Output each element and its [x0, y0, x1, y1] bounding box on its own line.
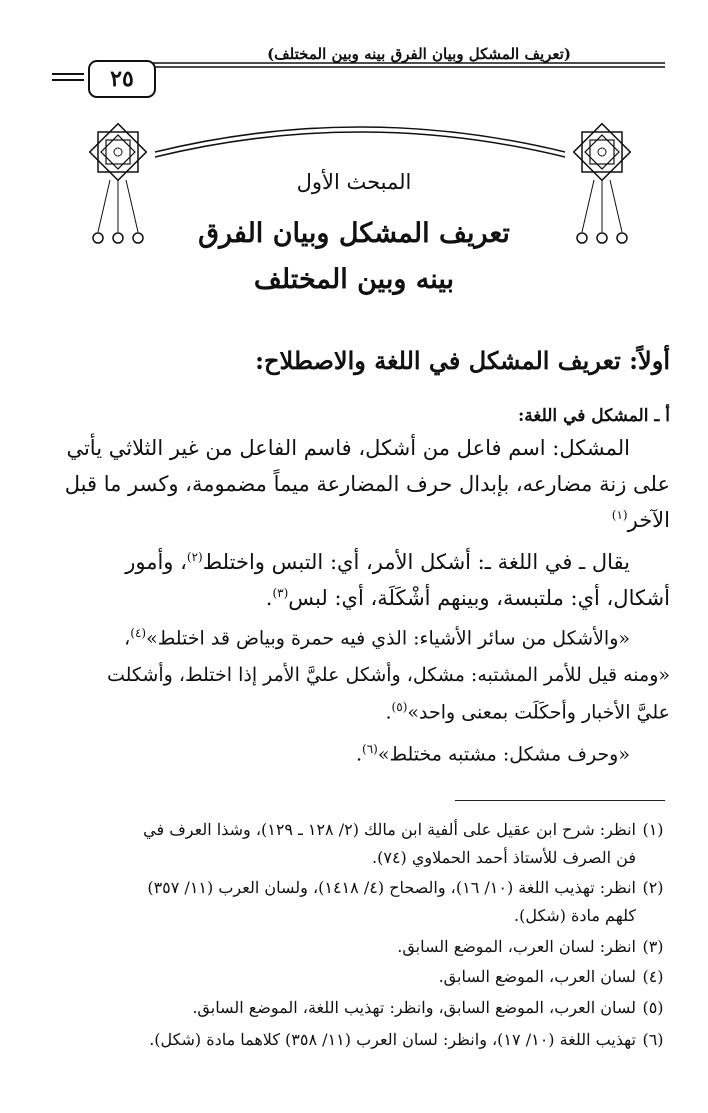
footnote-ref[interactable]: (١) [611, 508, 628, 522]
footnote-number: (٣) [642, 937, 664, 956]
footnote: (٢)انظر: تهذيب اللغة (١٠/ ١٦)، والصحاح (٤/ ١٤١٨)، ولسان العرب (١١/ ٣٥٧) [40, 878, 670, 897]
footnote-ref[interactable]: (٣) [272, 586, 289, 600]
paragraph-line: الآخر$^{(١)}$ [611, 508, 670, 532]
sub-heading: أ ـ المشكل في اللغة: [518, 406, 670, 426]
paragraph-line: «والأشكل من سائر الأشياء: الذي فيه حمرة وبياض قد اختلط»$^{(٤)}$، [124, 626, 630, 650]
paragraph-line: على زنة مضارعه، بإبدال حرف المضارعة ميماً مضمومة، وكسر ما قبل [64, 472, 670, 496]
footnote-ref[interactable]: (٤) [130, 626, 147, 640]
footnote: (١)انظر: شرح ابن عقيل على ألفية ابن مالك (٢/ ١٢٨ ـ ١٢٩)، وشذا العرف في [40, 820, 670, 839]
footnote-ref[interactable]: (٢) [186, 550, 203, 564]
paragraph-line: يقال ـ في اللغة ـ: أشكل الأمر، أي: التبس واختلط$^{(٢)}$، وأمور [125, 550, 630, 574]
footnote-separator [455, 800, 665, 801]
paragraph-line: أشكال، أي: ملتبسة، وبينهم أشْكَلَة، أي: لبس$^{(٣)}$. [265, 586, 670, 610]
header-rule-left [52, 71, 84, 83]
chapter-title: تعريف المشكل وبيان الفرق [198, 218, 510, 249]
paragraph-line: «ومنه قيل للأمر المشتبه: مشكل، وأشكل عليَّ الأمر إذا اختلط، وأشكلت [106, 664, 670, 686]
running-head: (تعريف المشكل وبيان الفرق بينه وبين المختلف) [267, 45, 571, 63]
header-rule [150, 62, 665, 68]
chapter-title-continued: بينه وبين المختلف [253, 264, 455, 295]
footnote: كلهم مادة (شكل). [514, 906, 636, 925]
footnote-number: (٢) [642, 878, 664, 897]
section-label: المبحث الأول [296, 170, 412, 194]
paragraph-line: المشكل: اسم فاعل من أشكل، فاسم الفاعل من غير الثلاثي يأتي [66, 436, 630, 460]
footnote: (٥)لسان العرب، الموضع السابق، وانظر: تهذيب اللغة، الموضع السابق. [40, 998, 670, 1017]
footnote: (٦)تهذيب اللغة (١٠/ ١٧)، وانظر: لسان العرب (١١/ ٣٥٨) كلاهما مادة (شكل). [40, 1030, 670, 1049]
footnote-ref[interactable]: (٦) [362, 742, 378, 756]
paragraph-line: «وحرف مشكل: مشتبه مختلط»$^{(٦)}$. [355, 742, 630, 766]
footnote-ref[interactable]: (٥) [391, 700, 408, 714]
footnote-number: (٤) [642, 967, 664, 986]
footnote: فن الصرف للأستاذ أحمد الحملاوي (٧٤). [372, 848, 636, 867]
paragraph-line: عليَّ الأخبار وأحكَلَت بمعنى واحد»$^{(٥)}$. [385, 700, 670, 724]
footnote-number: (٥) [642, 998, 664, 1017]
footnote-number: (٦) [642, 1030, 664, 1049]
footnote-number: (١) [642, 820, 664, 839]
main-heading: أولاً: تعريف المشكل في اللغة والاصطلاح: [255, 346, 670, 375]
page-number: ٢٥ [88, 60, 156, 98]
footnote: (٣)انظر: لسان العرب، الموضع السابق. [40, 937, 670, 956]
footnote: (٤)لسان العرب، الموضع السابق. [40, 967, 670, 986]
